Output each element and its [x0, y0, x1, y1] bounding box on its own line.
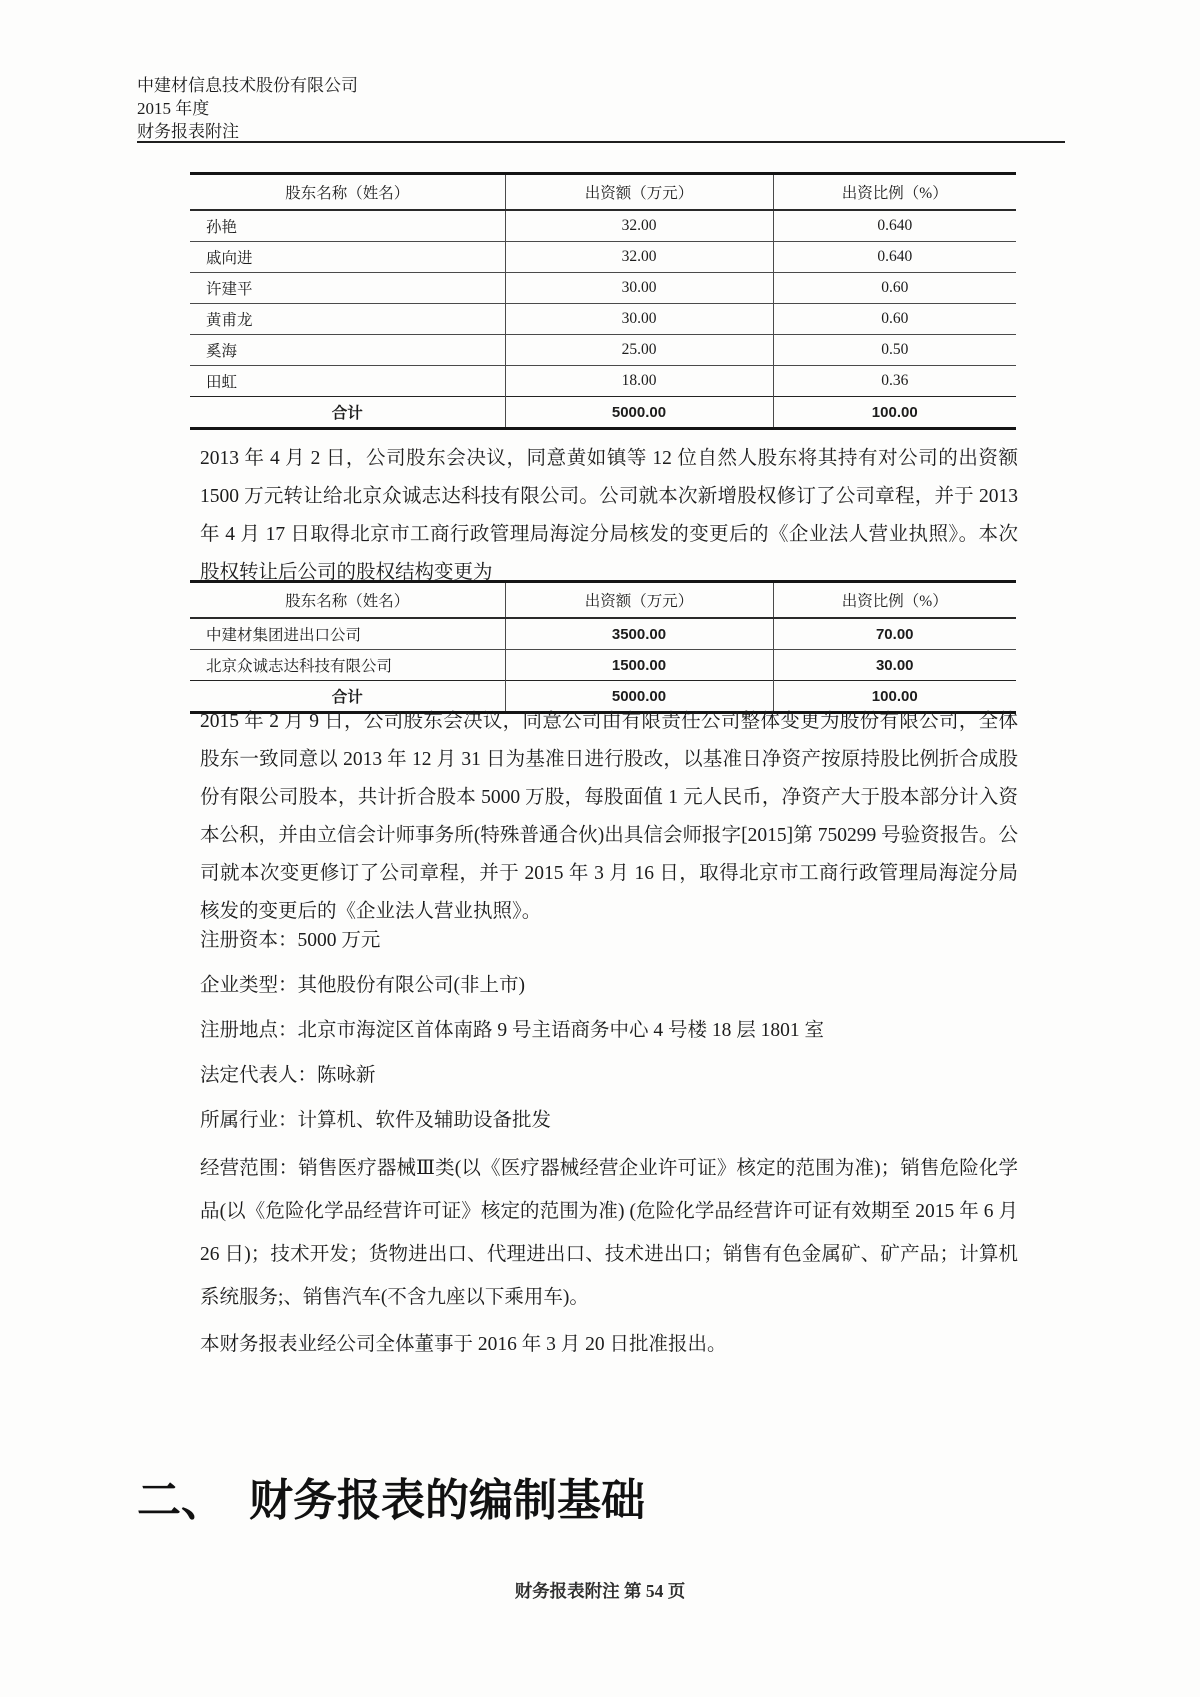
column-header: 出资比例（%）: [773, 582, 1016, 619]
shareholder-name-cell: 奚海: [190, 335, 505, 366]
table-row: [190, 273, 1016, 304]
section-heading: [137, 1472, 645, 1530]
value-cell: 100.00: [773, 681, 1016, 713]
column-header: 股东名称（姓名）: [190, 174, 505, 211]
value-cell: 18.00: [505, 366, 773, 397]
doc-title: 财务报表附注: [137, 122, 239, 141]
value-cell: 5000.00: [505, 397, 773, 429]
company-name: 中建材信息技术股份有限公司: [137, 76, 358, 95]
value-cell: 70.00: [773, 618, 1016, 650]
value-cell: 0.60: [773, 304, 1016, 335]
value-cell: 0.60: [773, 273, 1016, 304]
column-header: 出资比例（%）: [773, 174, 1016, 211]
value-cell: 0.640: [773, 210, 1016, 242]
total-row: [190, 397, 1016, 429]
enterprise-type-line: 企业类型：其他股份有限公司(非上市): [200, 975, 525, 996]
approval-line: 本财务报表业经公司全体董事于 2016 年 3 月 20 日批准报出。: [200, 1334, 727, 1355]
shareholder-name-cell: 孙艳: [190, 210, 505, 242]
industry-line: 所属行业：计算机、软件及辅助设备批发: [200, 1110, 552, 1131]
legal-representative-line: 法定代表人：陈咏新: [200, 1065, 376, 1086]
value-cell: 25.00: [505, 335, 773, 366]
value-cell: 0.640: [773, 242, 1016, 273]
paragraph-2015-restructure: 2015 年 2 月 9 日，公司股东会决议，同意公司由有限责任公司整体变更为股份有限公司，全体股东一致同意以 2013 年 12 月 31 日为基准日进行股改，以基准日净资产按原持股比例折合成股份有限公司股本，共计折合股本 5000 万股，每股面值 1 元人民币，净资产大于股本部分计入资本公积，并由立信会计师事务所(特殊普通合伙)出具信会师报字[2015]第 750299 号验资报告。公司就本次变更修订了公司章程，并于 2015 年 3 月 16 日，取得北京市工商行政管理局海淀分局核发的变更后的《企业法人营业执照》。: [200, 711, 1018, 922]
shareholder-name-cell: 北京众诚志达科技有限公司: [190, 650, 505, 681]
value-cell: 1500.00: [505, 650, 773, 681]
business-scope-line: 经营范围：销售医疗器械Ⅲ类(以《医疗器械经营企业许可证》核定的范围为准)；销售危险化学品(以《危险化学品经营许可证》核定的范围为准) (危险化学品经营许可证有效期至 2015 年 6 月 26 日)；技术开发；货物进出口、代理进出口、技术进出口；销售有色金属矿、矿产品；计算机系统服务;、销售汽车(不含九座以下乘用车)。: [200, 1158, 1018, 1308]
shareholder-name-cell: 合计: [190, 397, 505, 429]
column-header: 出资额（万元）: [505, 174, 773, 211]
table-row: [190, 304, 1016, 335]
value-cell: 32.00: [505, 210, 773, 242]
registered-capital-line: 注册资本：5000 万元: [200, 930, 381, 951]
paragraph-2013-share-transfer: 2013 年 4 月 2 日，公司股东会决议，同意黄如镇等 12 位自然人股东将其持有对公司的出资额 1500 万元转让给北京众诚志达科技有限公司。公司就本次新增股权修订了公司章程，并于 2013 年 4 月 17 日取得北京市工商行政管理局海淀分局核发的变更后的《企业法人营业执照》。本次股权转让后公司的股权结构变更为: [200, 448, 1018, 583]
value-cell: 0.36: [773, 366, 1016, 397]
table-row: [190, 618, 1016, 650]
shareholder-name-cell: 戚向进: [190, 242, 505, 273]
table-header-row: [190, 582, 1016, 619]
value-cell: 30.00: [505, 304, 773, 335]
value-cell: 3500.00: [505, 618, 773, 650]
value-cell: 30.00: [773, 650, 1016, 681]
shareholder-table-before-transfer: [190, 172, 1016, 430]
fiscal-year: 2015 年度: [137, 99, 210, 118]
section-number: 二、: [137, 1476, 225, 1525]
company-info-block: [200, 922, 1018, 1371]
shareholder-name-cell: 黄甫龙: [190, 304, 505, 335]
table-row: [190, 650, 1016, 681]
column-header: 股东名称（姓名）: [190, 582, 505, 619]
value-cell: 0.50: [773, 335, 1016, 366]
shareholder-name-cell: 中建材集团进出口公司: [190, 618, 505, 650]
shareholder-name-cell: 合计: [190, 681, 505, 713]
page-footer: 财务报表附注 第 54 页: [514, 1581, 686, 1601]
value-cell: 30.00: [505, 273, 773, 304]
shareholder-name-cell: 田虹: [190, 366, 505, 397]
table-row: [190, 366, 1016, 397]
shareholder-name-cell: 许建平: [190, 273, 505, 304]
column-header: 出资额（万元）: [505, 582, 773, 619]
registered-address-line: 注册地点：北京市海淀区首体南路 9 号主语商务中心 4 号楼 18 层 1801 室: [200, 1020, 825, 1041]
header-rule: [137, 141, 1065, 143]
table-header-row: [190, 174, 1016, 211]
section-title: 财务报表的编制基础: [249, 1476, 645, 1525]
value-cell: 100.00: [773, 397, 1016, 429]
shareholder-table-after-transfer: [190, 580, 1016, 714]
value-cell: 32.00: [505, 242, 773, 273]
table-row: [190, 335, 1016, 366]
table-row: [190, 210, 1016, 242]
value-cell: 5000.00: [505, 681, 773, 713]
table-row: [190, 242, 1016, 273]
document-header: [137, 74, 358, 143]
